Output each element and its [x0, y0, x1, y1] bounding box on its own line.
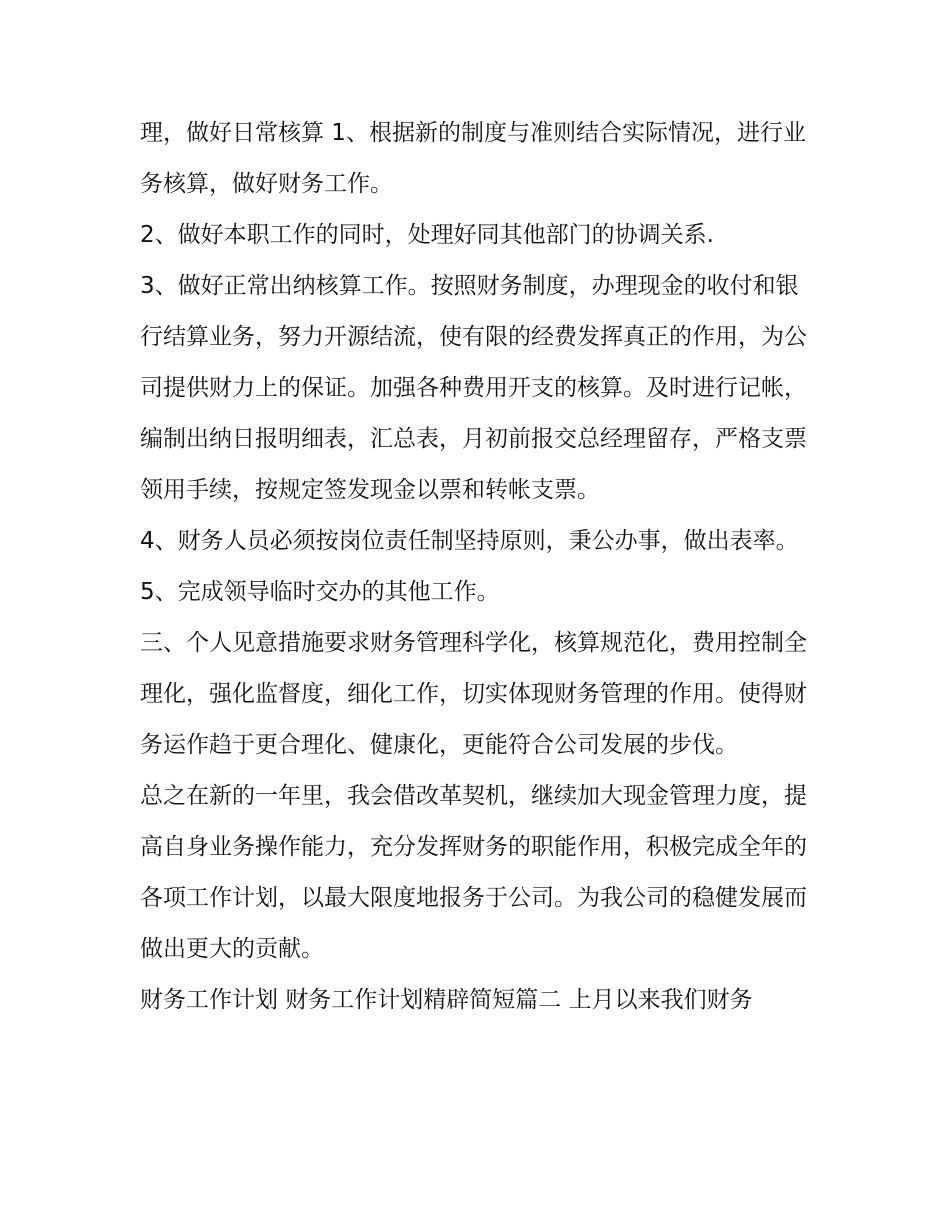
paragraph-1: 理，做好日常核算 1、根据新的制度与准则结合实际情况，进行业务核算，做好财务工作。: [140, 120, 806, 197]
paragraph-7: 财务工作计划 财务工作计划精辟简短篇二 上月以来我们财务: [140, 987, 753, 1013]
paragraph-5: 三、个人见意措施要求财务管理科学化，核算规范化，费用控制全理化，强化监督度，细化工作，切实体现财务管理的作用。使得财务运作趋于更合理化、健康化，更能符合公司发展的步伐。: [140, 630, 807, 758]
document-body: [140, 108, 820, 1026]
paragraph-6: 总之在新的一年里，我会借改革契机，继续加大现金管理力度，提高自身业务操作能力，充分发挥财务的职能作用，积极完成全年的各项工作计划，以最大限度地报务于公司。为我公司的稳健发展而做出更大的贡献。: [140, 783, 807, 962]
paragraph-4: 4、财务人员必须按岗位责任制坚持原则，秉公办事，做出表率。 5、完成领导临时交办的其他工作。: [140, 528, 799, 605]
paragraph-3: 3、做好正常出纳核算工作。按照财务制度，办理现金的收付和银行结算业务，努力开源结流，使有限的经费发挥真正的作用，为公司提供财力上的保证。加强各种费用开支的核算。及时进行记帐，编制出纳日报明细表，汇总表，月初前报交总经理留存，严格支票领用手续，按规定签发现金以票和转帐支票。: [140, 273, 807, 503]
paragraph-2: 2、做好本职工作的同时，处理好同其他部门的协调关系.: [140, 222, 714, 248]
